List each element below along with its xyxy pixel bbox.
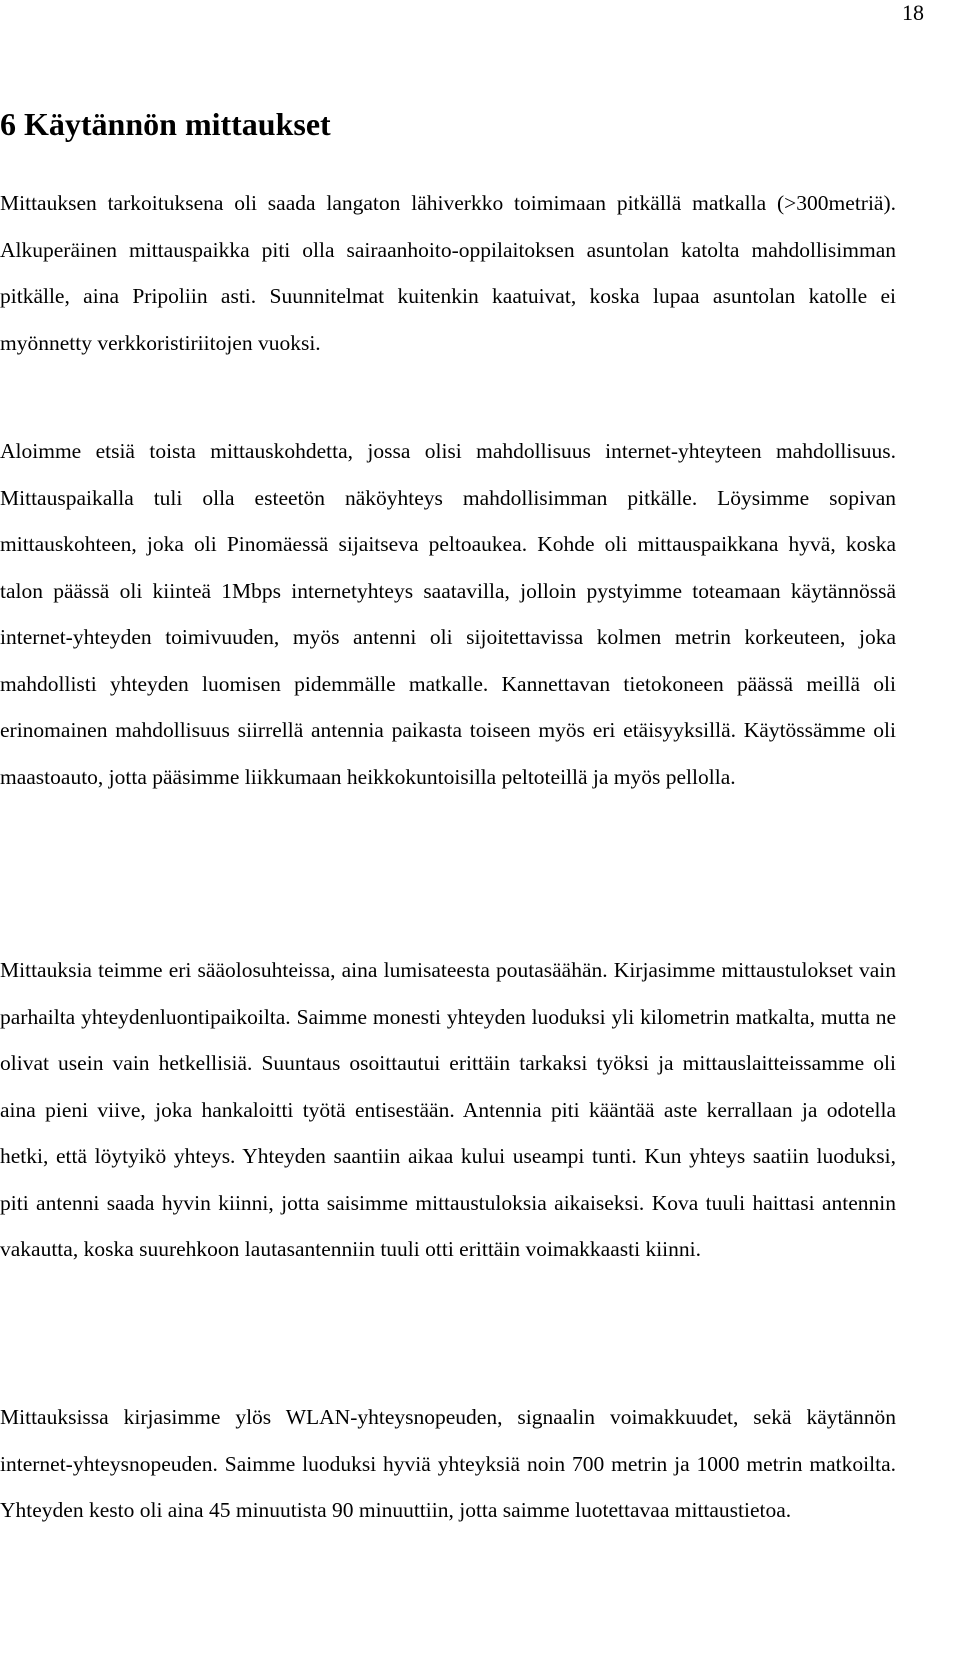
paragraph-4: Mittauksissa kirjasimme ylös WLAN-yhteysnopeuden, signaalin voimakkuudet, sekä käytännön internet-yhteysnopeuden. Saimme luoduksi hyviä yhteyksiä noin 700 metrin ja 1000 metrin matkoilta. Yhteyden kesto oli aina 45 minuutista 90 minuuttiin, jotta saimme luotettavaa mittaustietoa. xyxy=(0,1405,896,1522)
section-heading: 6 Käytännön mittaukset xyxy=(0,106,331,142)
paragraph-1: Mittauksen tarkoituksena oli saada langaton lähiverkko toimimaan pitkällä matkalla (>300metriä). Alkuperäinen mittauspaikka piti olla sairaanhoito-oppilaitoksen asuntolan katolta mahdollisimman pitkälle, aina Pripoliin asti. Suunnitelmat kuitenkin kaatuivat, koska lupaa asuntolan katolle ei myönnetty verkkoristiriitojen vuoksi. xyxy=(0,191,896,355)
paragraph-2: Aloimme etsiä toista mittauskohdetta, jossa olisi mahdollisuus internet-yhteyteen mahdollisuus. Mittauspaikalla tuli olla esteetön näköyhteys mahdollisimman pitkälle. Löysimme sopivan mittauskohteen, joka oli Pinomäessä sijaitseva peltoaukea. Kohde oli mittauspaikkana hyvä, koska talon päässä oli kiinteä 1Mbps internetyhteys saatavilla, jolloin pystyimme toteamaan käytännössä internet-yhteyden toimivuuden, myös antenni oli sijoitettavissa kolmen metrin korkeuteen, joka mahdollisti yhteyden luomisen pidemmälle matkalle. Kannettavan tietokoneen päässä meillä oli erinomainen mahdollisuus siirrellä antennia paikasta toiseen myös eri etäisyyksillä. Käytössämme oli maastoauto, jotta pääsimme liikkumaan heikkokuntoisilla peltoteillä ja myös pellolla. xyxy=(0,439,896,789)
paragraph-3: Mittauksia teimme eri sääolosuhteissa, aina lumisateesta poutasäähän. Kirjasimme mittaustulokset vain parhailta yhteydenluontipaikoilta. Saimme monesti yhteyden luoduksi yli kilometrin matkalta, mutta ne olivat usein vain hetkellisiä. Suuntaus osoittautui erittäin tarkaksi työksi ja mittauslaitteissamme oli aina pieni viive, joka hankaloitti työtä entisestään. Antennia piti kääntää aste kerrallaan ja odotella hetki, että löytyikö yhteys. Yhteyden saantiin aikaa kului useampi tunti. Kun yhteys saatiin luoduksi, piti antenni saada hyvin kiinni, jotta saisimme mittaustuloksia aikaiseksi. Kova tuuli haittasi antennin vakautta, koska suurehkoon lautasantenniin tuuli otti erittäin voimakkaasti kiinni. xyxy=(0,958,896,1261)
page-number: 18 xyxy=(902,0,924,25)
